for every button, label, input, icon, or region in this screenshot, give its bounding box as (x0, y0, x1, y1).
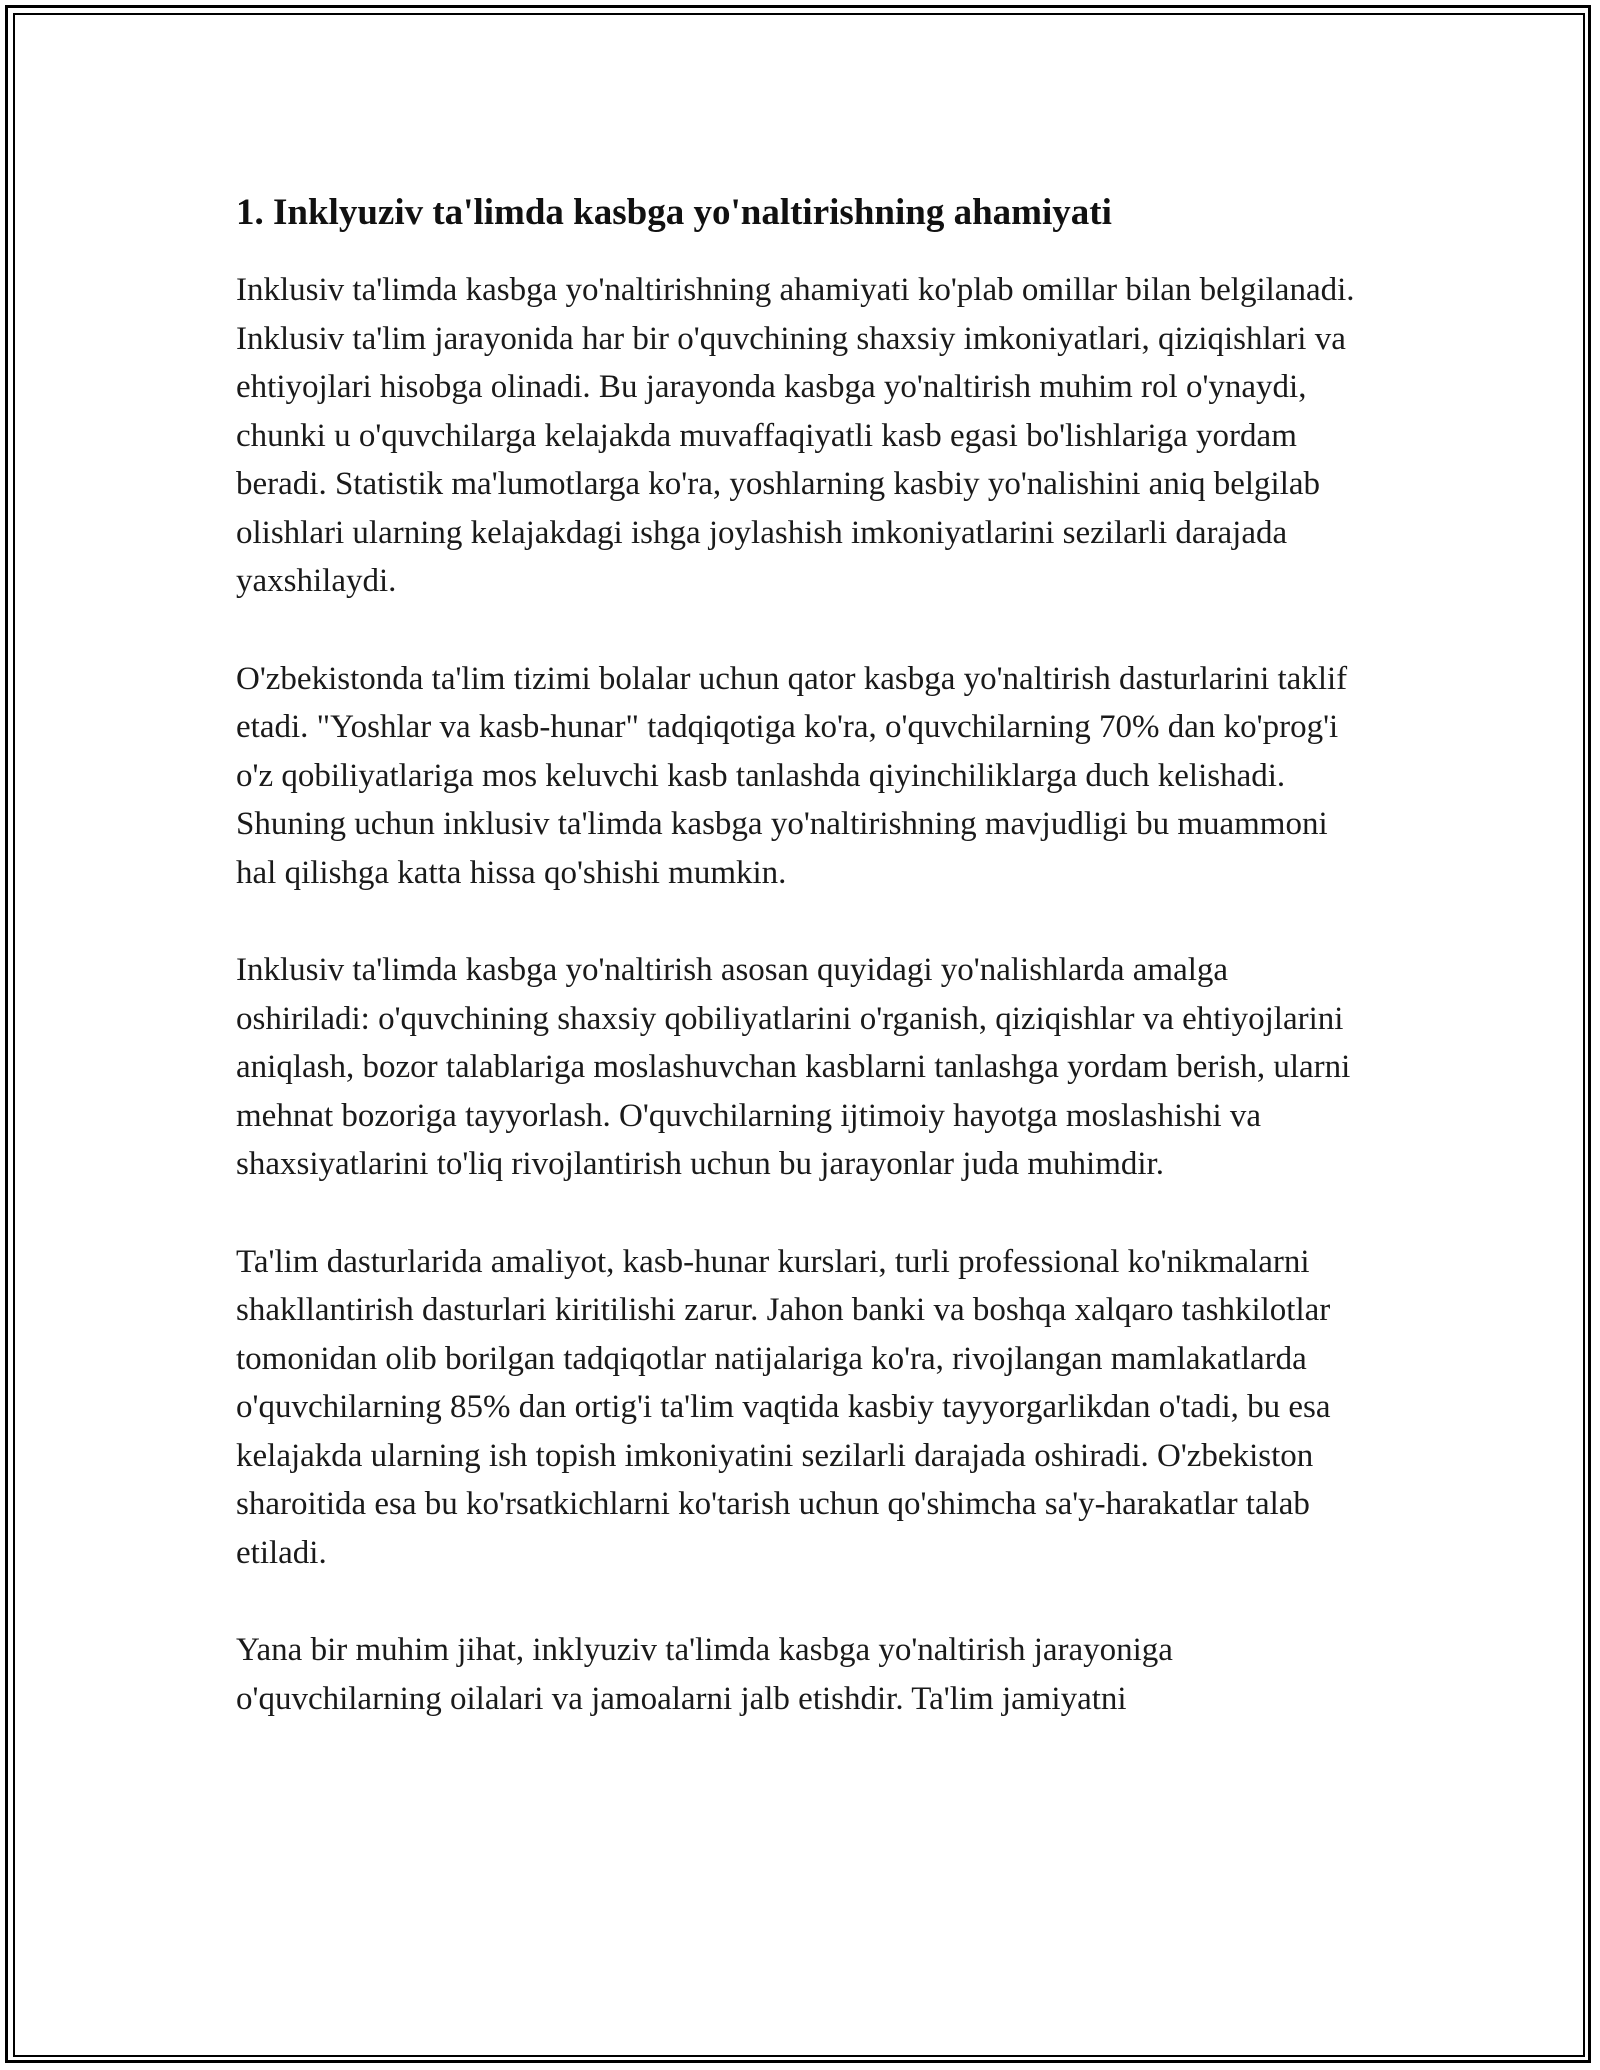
paragraph-3: Inklusiv ta'limda kasbga yo'naltirish asosan quyidagi yo'nalishlarda amalga oshiriladi: o'quvchining shaxsiy qobiliyatlarini o'rganish, qiziqishlar va ehtiyojlarini aniqlash, bozor talablariga moslashuvchan kasblarni tanlashga yordam berish, ularni mehnat bozoriga tayyorlash. O'quvchilarning ijtimoiy hayotga moslashishi va shaxsiyatlarini to'liq rivojlantirish uchun bu jarayonlar juda muhimdir. (236, 952, 1351, 1182)
paragraph-5: Yana bir muhim jihat, inklyuziv ta'limda kasbga yo'naltirish jarayoniga o'quvchilarning oilalari va jamoalarni jalb etishdir. Ta'lim jamiyatni (236, 1632, 1173, 1717)
paragraph-4: Ta'lim dasturlarida amaliyot, kasb-hunar kurslari, turli professional ko'nikmalarni shakllantirish dasturlari kiritilishi zarur. Jahon banki va boshqa xalqaro tashkilotlar tomonidan olib borilgan tadqiqotlar natijalariga ko'ra, rivojlangan mamlakatlarda o'quvchilarning 85% dan ortig'i ta'lim vaqtida kasbiy tayyorgarlikdan o'tadi, bu esa kelajakda ularning ish topish imkoniyatini sezilarli darajada oshiradi. O'zbekiston sharoitida esa bu ko'rsatkichlarni ko'tarish uchun qo'shimcha sa'y-harakatlar talab etiladi. (236, 1243, 1331, 1571)
paragraph-1: Inklusiv ta'limda kasbga yo'naltirishning ahamiyati ko'plab omillar bilan belgilanadi. Inklusiv ta'lim jarayonida har bir o'quvchining shaxsiy imkoniyatlari, qiziqishlari va ehtiyojlari hisobga olinadi. Bu jarayonda kasbga yo'naltirish muhim rol o'ynaydi, chunki u o'quvchilarga kelajakda muvaffaqiyatli kasb egasi bo'lishlariga yordam beradi. Statistik ma'lumotlarga ko'ra, yoshlarning kasbiy yo'nalishini aniq belgilab olishlari ularning kelajakdagi ishga joylashish imkoniyatlarini sezilarli darajada yaxshilaydi. (236, 272, 1355, 599)
document-body (236, 186, 1366, 1772)
paragraph-2: O'zbekistonda ta'lim tizimi bolalar uchun qator kasbga yo'naltirish dasturlarini taklif etadi. "Yoshlar va kasb-hunar" tadqiqotiga ko'ra, o'quvchilarning 70% dan ko'prog'i o'z qobiliyatlariga mos keluvchi kasb tanlashda qiyinchiliklarga duch kelishadi. Shuning uchun inklusiv ta'limda kasbga yo'naltirishning mavjudligi bu muammoni hal qilishga katta hissa qo'shishi mumkin. (236, 660, 1348, 891)
section-heading: 1. Inklyuziv ta'limda kasbga yo'naltirishning ahamiyati (236, 192, 1112, 233)
